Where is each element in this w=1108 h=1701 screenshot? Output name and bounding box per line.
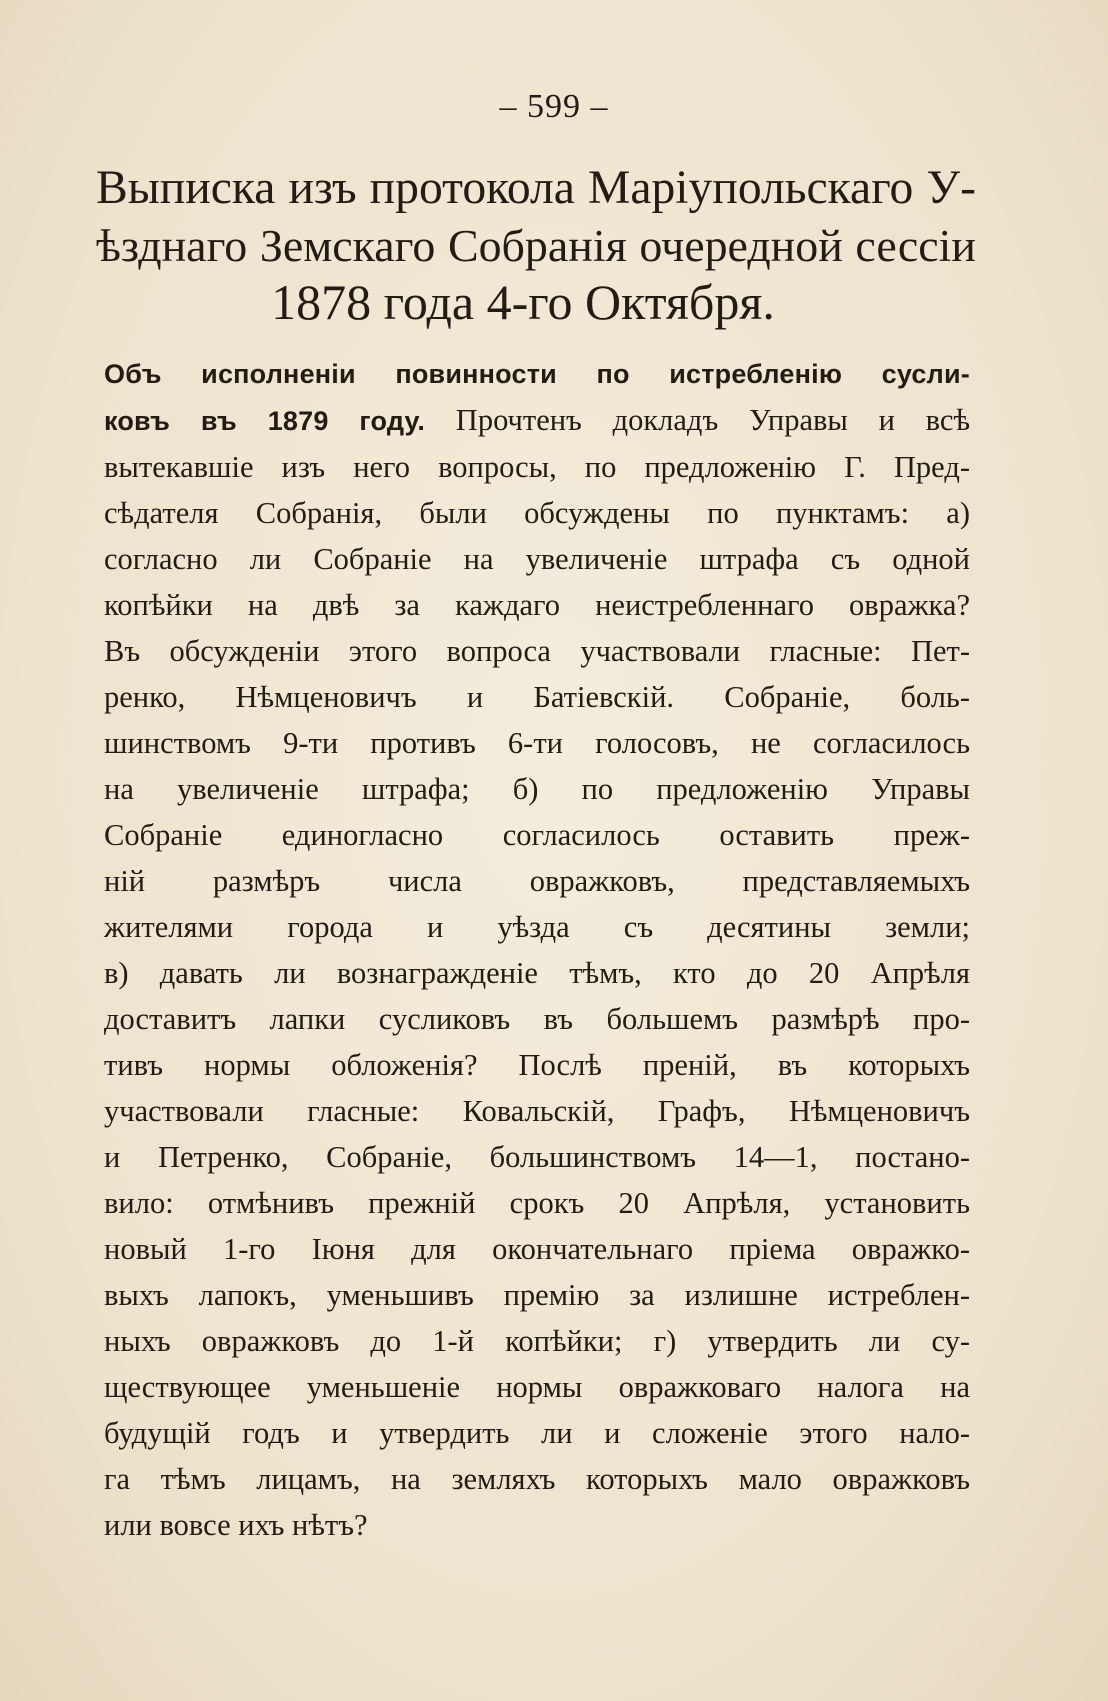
subject-heading: Объ исполненіи повинности по истребленію сусли-	[104, 359, 970, 389]
body-line	[104, 397, 970, 444]
body-line	[104, 350, 970, 397]
body-line: участвовали гласные: Ковальскій, Графъ, Нѣмценовичъ	[104, 1094, 970, 1128]
body-line: на увеличеніе штрафа; б) по предложенію Управы	[104, 772, 970, 806]
body-line: в) давать ли вознагражденіе тѣмъ, кто до 20 Апрѣля	[104, 956, 970, 990]
page-number: – 599 –	[499, 88, 609, 125]
document-title	[96, 160, 976, 331]
title-line: 1878 года 4-го Октября.	[271, 274, 775, 330]
body-line: жителями города и уѣзда съ десятины земли;	[104, 910, 970, 944]
body-line: согласно ли Собраніе на увеличеніе штрафа съ одной	[104, 542, 970, 576]
body-line: га тѣмъ лицамъ, на земляхъ которыхъ мало овражковъ	[104, 1462, 970, 1496]
body-line: вытекавшіе изъ него вопросы, по предложенію Г. Пред-	[104, 450, 970, 484]
body-line: ренко, Нѣмценовичъ и Батіевскій. Собраніе, боль-	[104, 680, 970, 714]
body-line: тивъ нормы обложенія? Послѣ преній, въ которыхъ	[104, 1048, 970, 1082]
body-line: доставитъ лапки сусликовъ въ большемъ размѣрѣ про-	[104, 1002, 970, 1036]
body-text	[104, 350, 970, 1548]
body-line: новый 1-го Іюня для окончательнаго пріема овражко-	[104, 1232, 970, 1266]
body-line: ныхъ овражковъ до 1-й копѣйки; г) утвердить ли су-	[104, 1324, 970, 1358]
body-line: или вовсе ихъ нѣтъ?	[104, 1508, 368, 1542]
title-line: ѣзднаго Земскаго Собранія очередной сессіи	[96, 220, 976, 271]
body-line-text: Прочтенъ докладъ Управы и всѣ	[455, 403, 971, 437]
subject-heading-end: ковъ въ 1879 году.	[104, 406, 426, 436]
body-line: выхъ лапокъ, уменьшивъ премію за излишне истреблен-	[104, 1278, 970, 1312]
body-line: копѣйки на двѣ за каждаго неистребленнаго овражка?	[104, 588, 970, 622]
body-line: Собраніе единогласно согласилось оставить преж-	[104, 818, 970, 852]
body-line: будущій годъ и утвердить ли и сложеніе этого нало-	[104, 1416, 970, 1450]
body-line: Въ обсужденіи этого вопроса участвовали гласные: Пет-	[104, 634, 970, 668]
body-line: ществующее уменьшеніе нормы овражковаго налога на	[104, 1370, 970, 1404]
body-line: сѣдателя Собранія, были обсуждены по пунктамъ: а)	[104, 496, 970, 530]
body-line: вило: отмѣнивъ прежній срокъ 20 Апрѣля, установить	[104, 1186, 970, 1220]
title-line: Выписка изъ протокола Маріупольскаго У-	[96, 162, 976, 214]
body-line: ній размѣръ числа овражковъ, представляемыхъ	[104, 864, 970, 898]
body-line: шинствомъ 9-ти противъ 6-ти голосовъ, не согласилось	[104, 726, 970, 760]
body-line: и Петренко, Собраніе, большинствомъ 14—1, постано-	[104, 1140, 970, 1174]
